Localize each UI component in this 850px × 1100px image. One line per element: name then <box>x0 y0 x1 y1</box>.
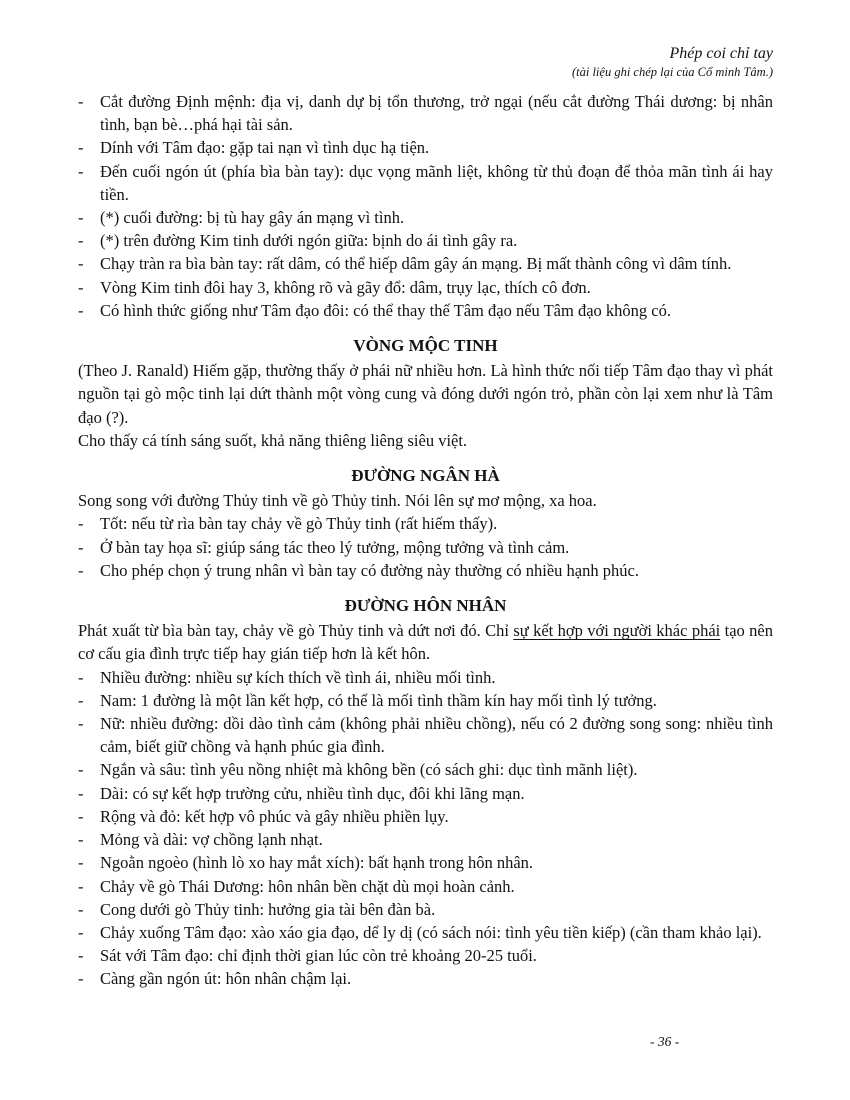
header-title: Phép coi chỉ tay <box>669 45 773 62</box>
bullet-dash: - <box>78 830 84 850</box>
page-number: - 36 - <box>650 1034 680 1049</box>
duong-ngan-ha-paragraph: Song song với đường Thủy tinh về gò Thủy tinh. Nói lên sự mơ mộng, xa hoa. <box>78 491 597 511</box>
bullet-dash: - <box>78 300 84 320</box>
list-item <box>78 805 773 828</box>
bullet-dash: - <box>78 969 84 989</box>
list-item <box>78 712 773 758</box>
bullet-dash: - <box>78 560 84 580</box>
bullet-dash: - <box>78 714 84 734</box>
bullet-dash: - <box>78 254 84 274</box>
list-item-text: Ở bàn tay họa sĩ: giúp sáng tác theo lý tưởng, mộng tưởng và tình cảm. <box>100 537 570 557</box>
bullet-dash: - <box>78 138 84 158</box>
list-item-text: Dài: có sự kết hợp trường cửu, nhiều tình dục, đôi khi lãng mạn. <box>100 783 525 803</box>
list-item-text: Ngoằn ngoèo (hình lò xo hay mắt xích): bất hạnh trong hôn nhân. <box>100 853 534 873</box>
list-item <box>78 851 773 874</box>
underlined-phrase: sự kết hợp với người khác phái <box>513 621 721 641</box>
list-item <box>78 828 773 851</box>
vong-moc-tinh-paragraph-2: Cho thấy cá tính sáng suốt, khả năng thiêng liêng siêu việt. <box>78 430 468 450</box>
list-item-text: Sát với Tâm đạo: chỉ định thời gian lúc còn trẻ khoảng 20-25 tuổi. <box>100 946 537 966</box>
list-item <box>78 944 773 967</box>
list-item <box>78 875 773 898</box>
duong-hon-nhan-bullet-list <box>78 666 773 991</box>
vong-moc-tinh-paragraph: (Theo J. Ranald) Hiếm gặp, thường thấy ở phái nữ nhiều hơn. Là hình thức nối tiếp Tâm đạo thay vì phát nguồn tại gò mộc tinh lại dứt thành một vòng cung và đóng dưới ngón trỏ, phần còn lại xem như là Tâm đạo (?). <box>78 361 773 427</box>
bullet-dash: - <box>78 922 84 942</box>
bullet-dash: - <box>78 231 84 251</box>
bullet-dash: - <box>78 876 84 896</box>
list-item <box>78 136 773 159</box>
duong-hon-nhan-paragraph <box>78 619 773 665</box>
list-item <box>78 252 773 275</box>
list-item <box>78 299 773 322</box>
list-item-text: (*) cuối đường: bị tù hay gây án mạng vì tình. <box>100 208 405 228</box>
list-item <box>78 689 773 712</box>
list-item-text: Cho phép chọn ý trung nhân vì bàn tay có đường này thường có nhiều hạnh phúc. <box>100 560 639 580</box>
page-content <box>78 90 773 991</box>
list-item-text: (*) trên đường Kim tinh dưới ngón giữa: bịnh do ái tình gây ra. <box>100 231 518 251</box>
list-item-text: Càng gần ngón út: hôn nhân chậm lại. <box>100 969 352 989</box>
paragraph-text-after: tạo nên cơ cấu gia đình trực tiếp hay gián tiếp hơn là kết hôn. <box>78 621 773 664</box>
list-item-text: Cong dưới gò Thủy tinh: hưởng gia tài bên đàn bà. <box>100 899 436 919</box>
bullet-dash: - <box>78 946 84 966</box>
list-item <box>78 90 773 136</box>
bullet-dash: - <box>78 760 84 780</box>
list-item-text: Mỏng và dài: vợ chồng lạnh nhạt. <box>100 830 323 850</box>
list-item-text: Vòng Kim tinh đôi hay 3, không rõ và gãy đổ: dâm, trụy lạc, thích cô đơn. <box>100 277 591 297</box>
list-item <box>78 782 773 805</box>
list-item-text: Đến cuối ngón út (phía bìa bàn tay): dục vọng mãnh liệt, không từ thủ đoạn để thỏa mãn tình ái hay tiền. <box>100 161 773 204</box>
bullet-dash: - <box>78 667 84 687</box>
bullet-dash: - <box>78 208 84 228</box>
bullet-dash: - <box>78 277 84 297</box>
list-item <box>78 229 773 252</box>
section-heading-vong-moc-tinh: VÒNG MỘC TINH <box>353 336 498 356</box>
list-item-text: Nam: 1 đường là một lần kết hợp, có thể là mối tình thầm kín hay mối tình lý tưởng. <box>100 690 657 710</box>
paragraph-text-before: Phát xuất từ bìa bàn tay, chảy về gò Thủy tinh và dứt nơi đó. Chỉ <box>78 621 514 641</box>
list-item-text: Dính với Tâm đạo: gặp tai nạn vì tình dục hạ tiện. <box>100 138 430 158</box>
header-subtitle: (tài liệu ghi chép lại của Cổ minh Tâm.) <box>571 65 773 79</box>
list-item <box>78 666 773 689</box>
list-item <box>78 758 773 781</box>
list-item-text: Tốt: nếu từ rìa bàn tay chảy về gò Thủy tinh (rất hiếm thấy). <box>100 514 498 534</box>
bullet-dash: - <box>78 161 84 181</box>
list-item-text: Ngắn và sâu: tình yêu nồng nhiệt mà không bền (có sách ghi: dục tình mãnh liệt). <box>100 760 638 780</box>
bullet-dash: - <box>78 806 84 826</box>
list-item <box>78 559 773 582</box>
list-item-text: Nhiều đường: nhiều sự kích thích về tình ái, nhiều mối tình. <box>100 667 496 687</box>
intro-bullet-list <box>78 90 773 322</box>
list-item-text: Cắt đường Định mệnh: địa vị, danh dự bị tổn thương, trở ngại (nếu cắt đường Thái dương: bị nhân tình, bạn bè…phá hại tài sản. <box>100 92 773 135</box>
list-item-text: Có hình thức giống như Tâm đạo đôi: có thể thay thế Tâm đạo nếu Tâm đạo không có. <box>100 300 671 320</box>
section-heading-duong-ngan-ha: ĐƯỜNG NGÂN HÀ <box>351 466 500 486</box>
bullet-dash: - <box>78 783 84 803</box>
list-item <box>78 536 773 559</box>
list-item <box>78 512 773 535</box>
list-item <box>78 967 773 990</box>
section-heading-duong-hon-nhan: ĐƯỜNG HÔN NHÂN <box>344 596 507 616</box>
list-item-text: Chảy xuống Tâm đạo: xào xáo gia đạo, dể ly dị (có sách nói: tình yêu tiền kiếp) (cần tham khảo lại). <box>100 922 762 942</box>
list-item <box>78 206 773 229</box>
list-item <box>78 898 773 921</box>
bullet-dash: - <box>78 92 84 111</box>
bullet-dash: - <box>78 853 84 873</box>
page-header <box>572 44 773 80</box>
bullet-dash: - <box>78 514 84 534</box>
list-item <box>78 276 773 299</box>
list-item <box>78 921 773 944</box>
list-item-text: Nữ: nhiều đường: dồi dào tình cảm (không phải nhiều chồng), nếu có 2 đường song song: nhiều tình cảm, biết giữ chồng và hạnh phúc gia đình. <box>100 714 773 757</box>
list-item-text: Chạy tràn ra bìa bàn tay: rất dâm, có thể hiếp dâm gây án mạng. Bị mất thành công vì dâm tính. <box>100 254 732 274</box>
list-item-text: Chảy về gò Thái Dương: hôn nhân bền chặt dù mọi hoàn cảnh. <box>100 876 515 896</box>
bullet-dash: - <box>78 899 84 919</box>
bullet-dash: - <box>78 537 84 557</box>
bullet-dash: - <box>78 690 84 710</box>
list-item-text: Rộng và đỏ: kết hợp vô phúc và gây nhiều phiền lụy. <box>100 806 449 826</box>
duong-ngan-ha-bullet-list <box>78 512 773 582</box>
list-item <box>78 160 773 206</box>
